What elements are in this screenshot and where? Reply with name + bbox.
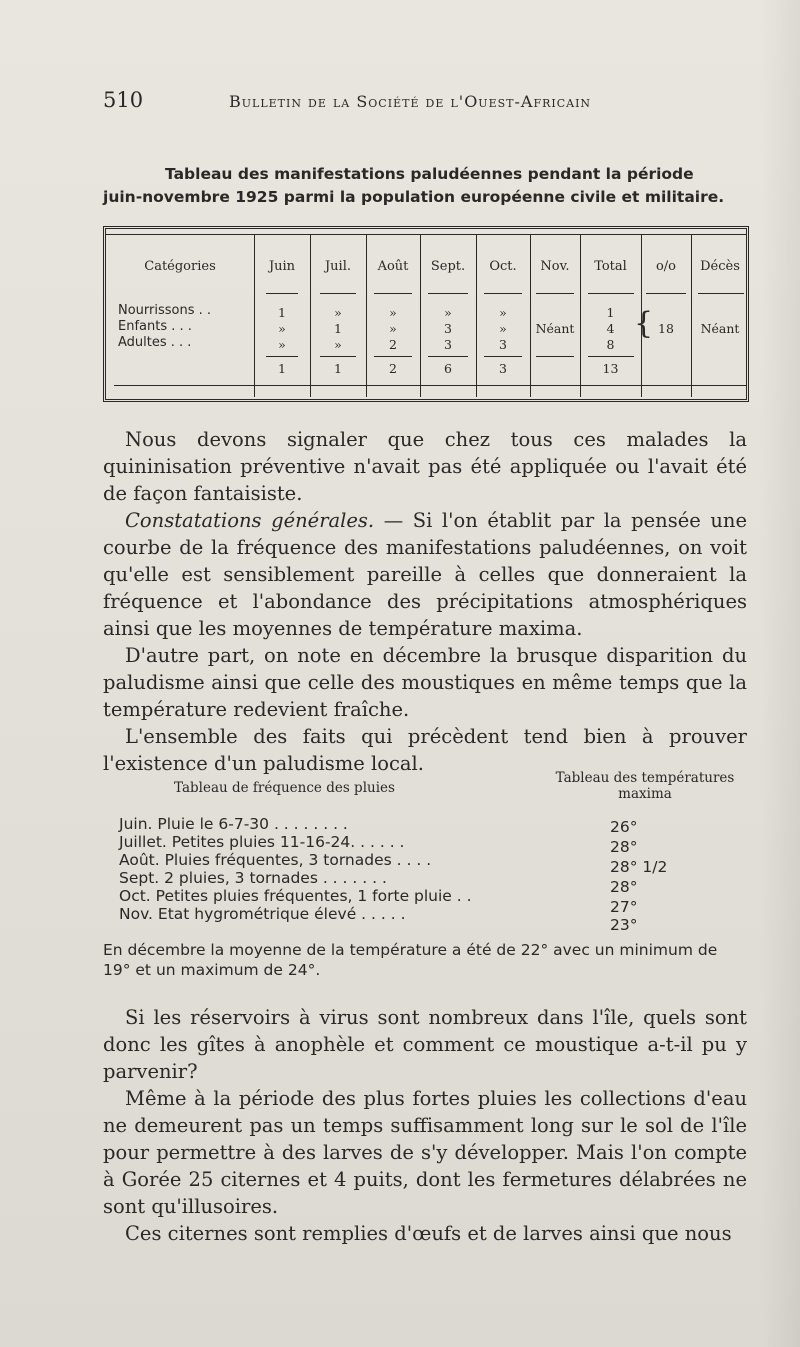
cell: 8 (606, 337, 615, 352)
cell: » (389, 321, 397, 336)
temperature-table-heading (550, 770, 740, 802)
page-number: 510 (103, 88, 144, 112)
rain-row: Juillet. Petites pluies 11-16-24. . . . . . (119, 833, 405, 851)
cell: » (334, 337, 342, 352)
cell: 1 (278, 305, 286, 320)
temp-value: 28° (610, 838, 638, 856)
row-label-adultes: Adultes . . . (118, 335, 192, 350)
rain-row: Nov. Etat hygrométrique élevé . . . . . (119, 905, 406, 923)
section-heading: Constatations générales. (125, 509, 375, 532)
cell: 2 (389, 337, 397, 352)
body-section-2 (103, 1004, 747, 1247)
column-header: Août (377, 259, 409, 274)
column-header: Juin (268, 259, 296, 274)
cell: 1 (606, 305, 615, 320)
column-header: Nov. (540, 259, 570, 274)
row-label-enfants: Enfants . . . (118, 319, 192, 334)
cell: 4 (606, 321, 615, 336)
total-cell: 13 (602, 361, 619, 376)
total-cell: 1 (334, 361, 342, 376)
paragraph (103, 507, 747, 642)
temperature-heading-line-2: maxima (618, 786, 672, 802)
rain-note: En décembre la moyenne de la température a été de 22° avec un minimum de 19° et un maximum de 24°. (103, 941, 718, 979)
temp-value: 23° (610, 916, 638, 934)
total-rule (536, 356, 574, 357)
cell: » (499, 305, 507, 320)
column-header: Oct. (489, 259, 517, 274)
column-header: o/o (655, 259, 677, 274)
column-header: Total (594, 259, 627, 274)
cell: » (499, 321, 507, 336)
total-rule (320, 356, 356, 357)
total-cell: 3 (499, 361, 507, 376)
table-title-line-2: juin-novembre 1925 parmi la population européenne civile et militaire. (103, 188, 725, 206)
cell: » (278, 337, 286, 352)
cell: 3 (444, 321, 452, 336)
rain-table-heading: Tableau de fréquence des pluies (174, 780, 395, 796)
column-header: Catégories (144, 259, 216, 274)
total-cell: 1 (278, 361, 286, 376)
temp-value: 28° (610, 878, 638, 896)
cell: 3 (444, 337, 452, 352)
cell-percent: 18 (658, 321, 674, 336)
header-rule (428, 293, 468, 294)
temperature-heading-line-1: Tableau des températures (555, 770, 735, 786)
total-cell: 2 (389, 361, 397, 376)
total-rule (266, 356, 298, 357)
total-cell: 6 (444, 361, 452, 376)
temp-value: 28° 1/2 (610, 858, 668, 876)
header-rule (374, 293, 412, 294)
header-rule (320, 293, 356, 294)
rain-row: Août. Pluies fréquentes, 3 tornades . . . . (119, 851, 432, 869)
paragraph: D'autre part, on note en décembre la brusque disparition du paludisme ainsi que celle des moustiques en même temps que la température redevient fraîche. (103, 644, 747, 721)
header-rule (698, 293, 744, 294)
temp-value: 27° (610, 898, 638, 916)
column-header: Sept. (430, 259, 466, 274)
cell: 3 (499, 337, 507, 352)
header-rule (646, 293, 686, 294)
paragraph-text: — Si l'on établit par la pensée une courbe de la fréquence des manifestations paludéennes, on voit qu'elle est sensiblement pareille à celles que donneraient la fréquence et l'abondance des précipitations atmosphériques ainsi que les moyennes de température maxima. (103, 509, 747, 640)
rain-row: Juin. Pluie le 6-7-30 . . . . . . . . (119, 815, 348, 833)
journal-title: Bulletin de la Société de l'Ouest-Africain (229, 92, 592, 111)
paragraph: Nous devons signaler que chez tous ces malades la quininisation préventive n'avait pas été appliquée ou l'avait été de façon fantaisiste. (103, 428, 747, 505)
cell-nov: Néant (535, 321, 575, 336)
rain-row: Oct. Petites pluies fréquentes, 1 forte pluie . . (119, 887, 472, 905)
total-rule (374, 356, 412, 357)
page-edge-shadow (760, 0, 800, 1347)
paragraph: Ces citernes sont remplies d'œufs et de larves ainsi que nous (125, 1222, 732, 1245)
header-rule (588, 293, 634, 294)
temp-value: 26° (610, 818, 638, 836)
cell: » (278, 321, 286, 336)
header-rule (266, 293, 298, 294)
column-header: Décès (700, 259, 740, 274)
brace: { (634, 306, 654, 341)
body-section-1 (103, 426, 747, 777)
header-rule (484, 293, 522, 294)
cell: » (389, 305, 397, 320)
cell: » (444, 305, 452, 320)
cell: 1 (334, 321, 342, 336)
table-bottom-rule (114, 385, 746, 386)
total-rule (428, 356, 468, 357)
total-rule (588, 356, 634, 357)
table-title (103, 163, 753, 209)
cell-deces: Néant (700, 321, 740, 336)
total-rule (484, 356, 522, 357)
malaria-table (103, 226, 749, 402)
table-top-rule (106, 234, 746, 235)
header-rule (536, 293, 574, 294)
table-title-line-1: Tableau des manifestations paludéennes pendant la période (165, 165, 694, 183)
paragraph: Même à la période des plus fortes pluies les collections d'eau ne demeurent pas un temps suffisamment long sur le sol de l'île pour permettre à des larves de s'y développer. Mais l'on compte à Gorée 25 citernes et 4 puits, dont les fermetures délabrées ne sont qu'illusoires. (103, 1087, 747, 1218)
rain-row: Sept. 2 pluies, 3 tornades . . . . . . . (119, 869, 387, 887)
column-header: Juil. (324, 259, 352, 274)
row-label-nourrissons: Nourrissons . . (118, 303, 212, 318)
paragraph: Si les réservoirs à virus sont nombreux dans l'île, quels sont donc les gîtes à anophèle et comment ce moustique a-t-il pu y parvenir? (103, 1006, 747, 1083)
running-head (103, 88, 743, 124)
paragraph: L'ensemble des faits qui précèdent tend bien à prouver l'existence d'un paludisme local. (103, 725, 747, 775)
cell: » (334, 305, 342, 320)
